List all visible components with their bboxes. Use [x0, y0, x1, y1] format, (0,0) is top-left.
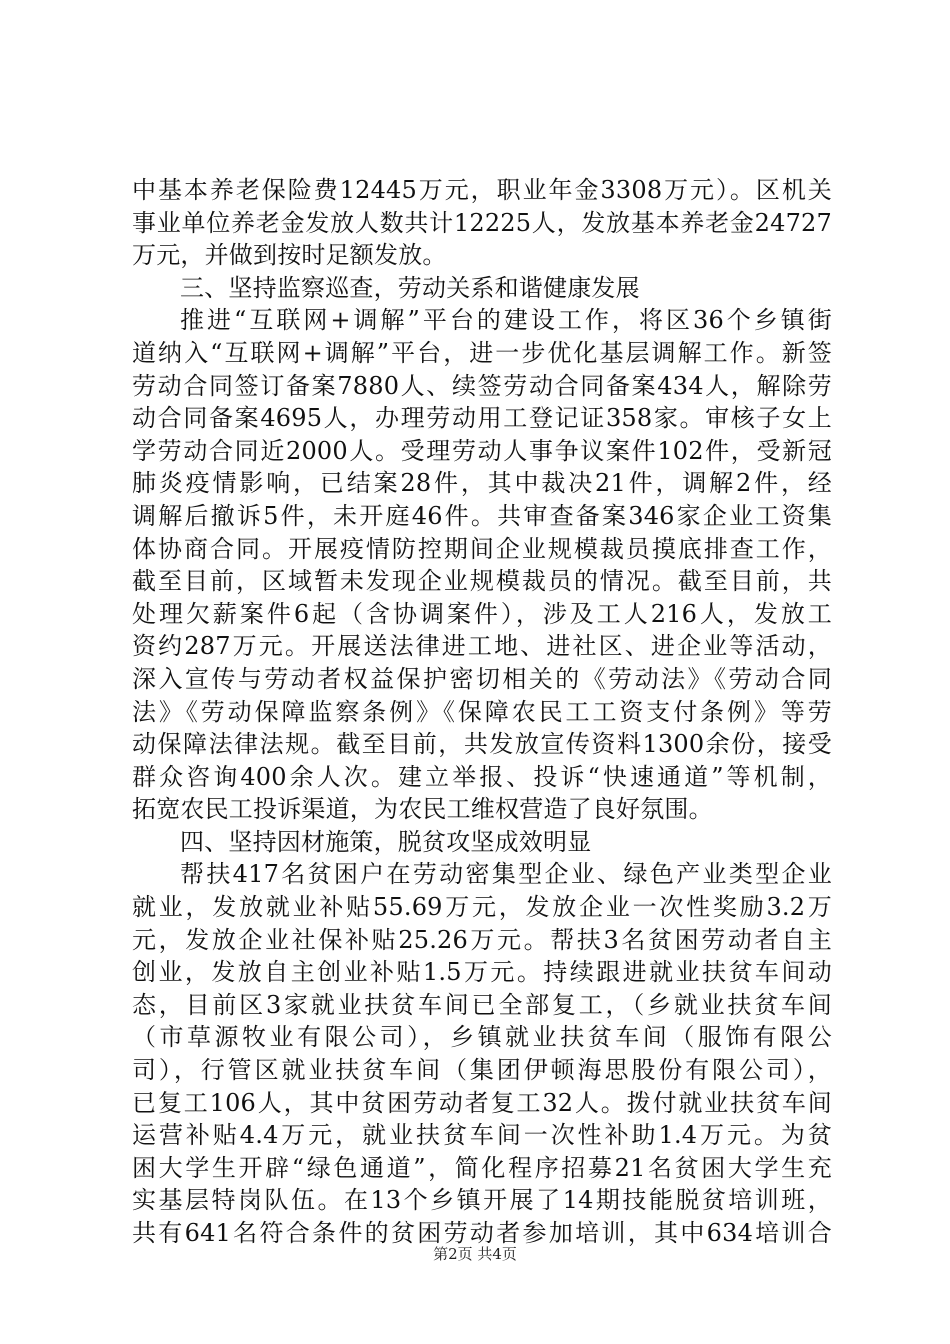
- paragraph-line: 拓宽农民工投诉渠道，为农民工维权营造了良好氛围。: [132, 795, 713, 824]
- paragraph-line: 深入宣传与劳动者权益保护密切相关的《劳动法》《劳动合同: [132, 664, 832, 693]
- paragraph-line: （市草源牧业有限公司），乡镇就业扶贫车间（服饰有限公: [132, 1023, 832, 1052]
- paragraph-line: 劳动合同签订备案7880人、续签劳动合同备案434人，解除劳: [132, 371, 832, 400]
- paragraph-line: 司），行管区就业扶贫车间（集团伊顿海思股份有限公司），: [132, 1056, 832, 1085]
- section-heading: 四、坚持因材施策，脱贫攻坚成效明显: [180, 827, 592, 856]
- paragraph-line: 帮扶417名贫困户在劳动密集型企业、绿色产业类型企业: [180, 860, 832, 889]
- page-footer: 第2页 共4页: [433, 1245, 517, 1263]
- document-body: [132, 174, 832, 1250]
- paragraph-line: 就业，发放就业补贴55.69万元，发放企业一次性奖励3.2万: [132, 893, 832, 922]
- paragraph-line: 群众咨询400余人次。建立举报、投诉“快速通道”等机制，: [132, 762, 832, 791]
- paragraph-line: 共有641名符合条件的贫困劳动者参加培训，其中634培训合: [132, 1219, 832, 1247]
- paragraph-line: 元，发放企业社保补贴25.26万元。帮扶3名贫困劳动者自主: [132, 925, 832, 954]
- paragraph-line: 推进“互联网+调解”平台的建设工作，将区36个乡镇街: [180, 306, 832, 335]
- paragraph-line: 创业，发放自主创业补贴1.5万元。持续跟进就业扶贫车间动: [132, 958, 832, 987]
- paragraph-line: 处理欠薪案件6起（含协调案件），涉及工人216人，发放工: [132, 599, 832, 628]
- paragraph-line: 调解后撤诉5件，未开庭46件。共审查备案346家企业工资集: [132, 501, 832, 530]
- paragraph-line: 资约287万元。开展送法律进工地、进社区、进企业等活动，: [132, 632, 832, 661]
- paragraph-line: 运营补贴4.4万元，就业扶贫车间一次性补助1.4万元。为贫: [132, 1121, 832, 1150]
- paragraph-line: 实基层特岗队伍。在13个乡镇开展了14期技能脱贫培训班，: [132, 1186, 832, 1215]
- paragraph-line: 万元，并做到按时足额发放。: [132, 241, 447, 270]
- paragraph-line: 体协商合同。开展疫情防控期间企业规模裁员摸底排查工作，: [132, 534, 832, 563]
- paragraph-line: 中基本养老保险费12445万元，职业年金3308万元）。区机关: [132, 176, 832, 204]
- paragraph-line: 截至目前，区域暂未发现企业规模裁员的情况。截至目前，共: [132, 567, 832, 596]
- paragraph-line: 已复工106人，其中贫困劳动者复工32人。拨付就业扶贫车间: [132, 1088, 832, 1117]
- paragraph-line: 态，目前区3家就业扶贫车间已全部复工，（乡就业扶贫车间: [132, 990, 832, 1019]
- paragraph-line: 法》《劳动保障监察条例》《保障农民工工资支付条例》等劳: [132, 697, 832, 726]
- paragraph-line: 动保障法律法规。截至目前，共发放宣传资料1300余份，接受: [132, 730, 832, 759]
- paragraph-line: 事业单位养老金发放人数共计12225人，发放基本养老金24727: [132, 208, 832, 237]
- paragraph-line: 学劳动合同近2000人。受理劳动人事争议案件102件，受新冠: [132, 436, 832, 465]
- paragraph-line: 肺炎疫情影响，已结案28件，其中裁决21件，调解2件，经: [132, 469, 832, 498]
- paragraph-line: 动合同备案4695人，办理劳动用工登记证358家。审核子女上: [132, 404, 832, 433]
- paragraph-line: 困大学生开辟“绿色通道”，简化程序招募21名贫困大学生充: [132, 1153, 832, 1182]
- section-heading: 三、坚持监察巡查，劳动关系和谐健康发展: [180, 273, 640, 302]
- paragraph-line: 道纳入“互联网+调解”平台，进一步优化基层调解工作。新签: [132, 338, 832, 367]
